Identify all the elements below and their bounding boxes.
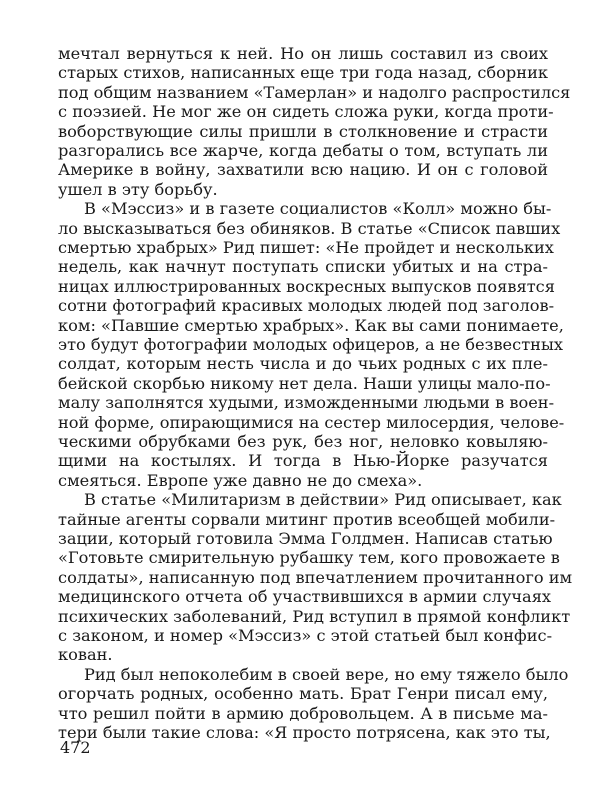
text-line: психических заболеваний, Рид вступил в прямой конфликт [58, 606, 571, 626]
text-line: недель, как начнут поступать списки убитых и на стра- [58, 257, 548, 277]
text-line: под общим названием «Тамерлан» и надолго распростился [58, 82, 571, 102]
text-line: ло высказываться без обиняков. В статье «Список павших [58, 218, 561, 238]
text-line: Рид был непоколебим в своей вере, но ему тяжело было [84, 664, 569, 684]
text-line: с поэзией. Не мог же он сидеть сложа руки, когда проти- [58, 102, 554, 122]
text-line: это будут фотографии молодых офицеров, а не безвестных [58, 335, 563, 354]
text-line: ной форме, опирающимися на сестер милосердия, челове- [58, 412, 565, 432]
text-line: солдат, которым несть числа и до чьих родных с их пле- [58, 354, 548, 374]
text-line: щими на костылях. И тогда в Нью-Йорке разучатся [58, 451, 548, 471]
text-line: с законом, и номер «Мэссиз» с этой статьей был конфис- [58, 626, 553, 645]
text-line: «Готовьте смирительную рубашку тем, кого провожаете в [58, 548, 560, 568]
text-line: старых стихов, написанных еще три года назад, сборник [58, 63, 548, 83]
text-line: тайные агенты сорвали митинг против всеобщей мобили- [58, 509, 556, 529]
text-line: ницах иллюстрированных воскресных выпусков появятся [58, 276, 555, 296]
text-line: воборствующие силы пришли в столкновение и страсти [58, 121, 548, 141]
text-line: огорчать родных, особенно мать. Брат Генри писал ему, [58, 684, 548, 704]
text-line: мечтал вернуться к ней. Но он лишь составил из своих [58, 44, 548, 63]
text-line: солдаты», написанную под впечатлением прочитанного им [58, 567, 573, 587]
text-line: что решил пойти в армию добровольцем. А в письме ма- [58, 703, 548, 723]
text-line: медицинского отчета об участвившихся в армии случаях [58, 587, 552, 607]
text-line: кован. [58, 645, 113, 665]
text-line: ушел в эту борьбу. [58, 179, 218, 199]
text-line: разгорались все жарче, когда дебаты о том, вступать ли [58, 141, 548, 160]
text-line: Америке в войну, захватили всю нацию. И он с головой [58, 160, 548, 180]
text-line: В «Мэссиз» и в газете социалистов «Колл» можно бы- [84, 199, 552, 219]
text-line: смеяться. Европе уже давно не до смеха». [58, 470, 423, 490]
text-line: зации, который готовила Эмма Голдмен. Написав статью [58, 529, 553, 548]
text-line: ческими обрубками без рук, без ног, неловко ковыляю- [58, 432, 548, 451]
page-number: 472 [60, 738, 91, 757]
text-line: ком: «Павшие смертью храбрых». Как вы сами понимаете, [58, 315, 564, 335]
text-line: малу заполнятся худыми, изможденными людьми в воен- [58, 393, 555, 413]
text-line: сотни фотографий красивых молодых людей под заголов- [58, 296, 555, 316]
text-line: бейской скорбью никому нет дела. Наши улицы мало-по- [58, 373, 551, 393]
text-line: тери были такие слова: «Я просто потрясена, как это ты, [58, 723, 551, 742]
text-line: В статье «Милитаризм в действии» Рид описывает, как [84, 490, 562, 510]
text-line: смертью храбрых» Рид пишет: «Не пройдет и нескольких [58, 238, 554, 257]
